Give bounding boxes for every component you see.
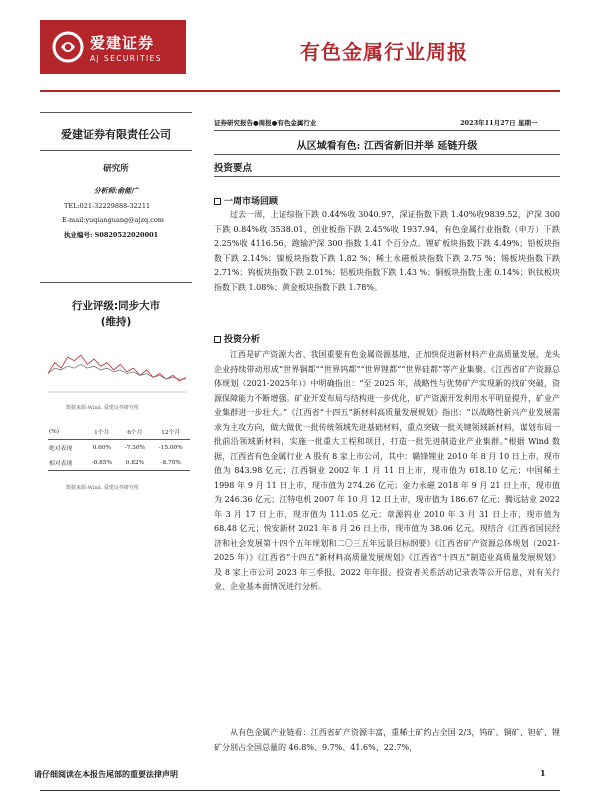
key-points-heading: 投资要点	[214, 163, 253, 174]
report-meta: 证券研究报告●周报●有色金属行业	[214, 119, 317, 127]
table-header: (%)	[48, 424, 85, 440]
table-cell: -15.00%	[158, 444, 183, 451]
sidebar-rule	[40, 282, 192, 283]
chart-source: 数据来源:Wind, 爱建证券研究所	[66, 405, 139, 411]
analysis-paragraph: 江西是矿产资源大省、我国重要有色金属资源基地，正加快促进新材料产业高质量发展，龙头企业持续带动形成“世界铜都”“世界钨都”“世界锂都”“世界硅都”等产业集聚。《江西省矿产资源总体规划（2021-2025年）》中明确指出：“至 2025 年，战略性与优势矿产实现新的找矿突破，资源保障能力不断增强。矿业开发布局与结构进一步优化，矿产资源开发利用水平明显提升，矿业产业集群进一步壮大。”《江西省“十四五”新材料高质量发展规划》指出：“以战略性新兴产业发展需求为主攻方向，做大做优一批传统领域先进基础材料，重点突破一批关键领域新材料，谋划布局一批前沿领域新材料，实施一批重大工程和项目，打造一批先进制造业产业集群。”根据 Wind 数据，江西省有色金属行业 A 股有 8 家上市公司，其中：赣锋锂业 2010 年 8 月 10 日上市，现市值为 843.98 亿元；江西铜业 2002 年 1 月 11 日上市，现市值为 618.10 亿元；中国稀土 1998 年 9 月 11 日上市，现市值为 274.26 亿元；金力永磁 2018 年 9 月 21 日上市，现市值为 246.36 亿元；江特电机 2007 年 10 月 12 日上市，现市值为 186.67 亿元；腾远钴业 2022 年 3 月 17 日上市，现市值为 111.05 亿元；章源钨业 2010 年 3 月 31 日上市，现市值为 68.48 亿元；悦安新材 2021 年 8 月 26 日上市，现市值为 38.06 亿元。现结合《江西省国民经济和社会发展第十四个五年规划和二〇三五年远景目标纲要》《江西省矿产资源总体规划（2021-2025 年）》《江西省“十四五”新材料高质量发展规划》《江西省“十四五”制造业高质量发展规划》及 8 家上市公司 2023 年三季报、2022 年年报、投资者关系活动记录表等公开信息，对有关行业、企业基本面情况进行分析。	[214, 350, 560, 591]
table-row	[48, 455, 190, 471]
table-header: 1个月	[85, 424, 118, 440]
brand-mark-icon	[52, 31, 84, 63]
table-cell: -8.70%	[151, 455, 190, 471]
main-rule	[214, 130, 560, 131]
department: 研究所	[103, 164, 129, 174]
table-cell: -7.30%	[124, 444, 146, 451]
brand-name: 爱建证券	[90, 34, 155, 52]
analysis-paragraph: 从有色金属产业链看：江西省矿产资源丰富，重稀土矿约占全国 2/3，钨矿、铜矿、钽矿、锂矿分别占全国总量的 46.8%、9.7%、41.6%、22.7%，	[214, 728, 560, 752]
page-number: 1	[540, 768, 546, 778]
table-source: 数据来源:Wind, 爱建证券研究所	[66, 485, 139, 491]
table-header-row	[48, 424, 190, 440]
rating-status: (维持)	[100, 316, 132, 328]
report-date: 2023年11月27日 星期一	[460, 119, 538, 127]
table-cell: 0.82%	[118, 455, 151, 471]
table-cell: -0.85%	[85, 455, 118, 471]
section-title: 投资分析	[224, 335, 261, 345]
section-title: 一周市场回顾	[224, 197, 279, 207]
main-rule	[214, 176, 560, 177]
analyst-tel: TEL:021-32229888-32211	[64, 202, 151, 210]
main-rule	[214, 154, 560, 155]
analyst-email[interactable]: E-mail:yuqianguang@ajzq.com	[62, 216, 164, 224]
report-title: 有色金属行业周报	[300, 40, 468, 64]
series-line-1	[48, 355, 186, 381]
row-label: 绝对表现	[49, 446, 73, 452]
table-header: 6个月	[118, 424, 151, 440]
section-heading	[214, 194, 278, 207]
checkbox-square-icon	[214, 336, 221, 343]
index-performance-chart	[42, 340, 192, 400]
row-label: 相对表现	[48, 455, 85, 471]
brand-logo	[40, 20, 186, 74]
brand-name-en: AJ SECURITIES	[90, 54, 162, 63]
sidebar	[40, 112, 192, 754]
checkbox-square-icon	[214, 198, 221, 205]
table-cell: 0.60%	[92, 444, 112, 451]
header-divider	[40, 90, 560, 92]
table-row	[48, 440, 190, 456]
rating-label: 行业评级:同步大市	[71, 300, 161, 312]
table-header: 12个月	[151, 424, 190, 440]
section-heading	[214, 332, 260, 345]
analyst-name: 分析师:俞能广	[93, 186, 139, 195]
legal-disclaimer-link[interactable]: 请仔细阅读在本报告尾部的重要法律声明	[34, 770, 178, 779]
company-name: 爱建证券有限责任公司	[61, 128, 171, 141]
report-subtitle: 从区域看有色: 江西省新旧并举 延链升级	[296, 141, 478, 152]
sidebar-top-rule	[40, 112, 192, 113]
sidebar-rule	[40, 150, 192, 151]
series-line-2	[48, 364, 186, 379]
performance-table	[48, 424, 190, 471]
industry-rating	[40, 298, 192, 330]
footer-divider	[40, 790, 560, 791]
analyst-license: 执业编号: S0820522020001	[64, 231, 159, 239]
market-review-paragraph: 过去一周，上证综指下跌 0.44%收 3040.97，深证指数下跌 1.40%收9839.52，沪深 300 下跌 0.84%收 3538.01，创业板指下跌 2.45%收 1937.94，有色金属行业指数（申万）下跌 2.25%收 4116.56，跑输沪深 300 指数 1.41 个百分点。锂矿板块指数下跌 4.49%；铅板块指数下跌 2.14%；镍板块指数下跌 1.82 %；稀土永磁板块指数下跌 2.75 %；锡板块指数下跌 2.71%；钨板块指数下跌 2.01%；铝板块指数下跌 1.43 %；铜板块指数上涨 0.14%；钒钛板块指数下跌 1.08%；黄金板块指数下跌 1.78%。	[214, 210, 560, 292]
